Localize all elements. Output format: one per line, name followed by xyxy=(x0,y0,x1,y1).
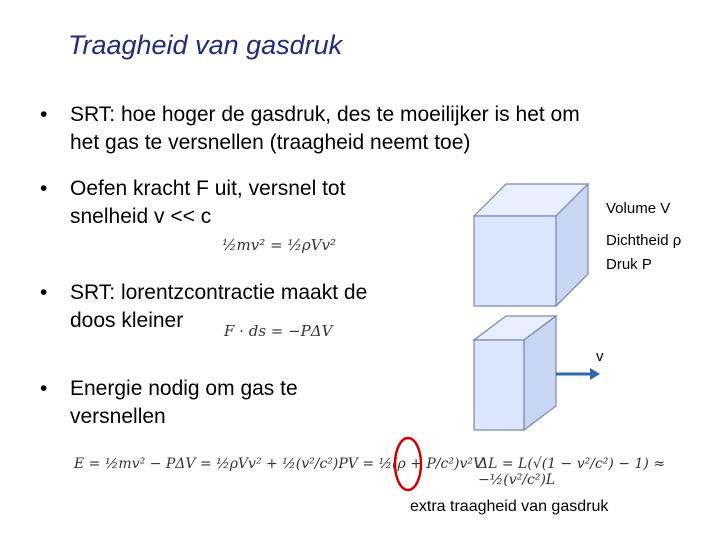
gas-box-contracted xyxy=(474,316,556,430)
kinetic-energy-equation: ½mv² = ½ρVv² xyxy=(222,236,337,254)
bullet-4-line-1: Energie nodig om gas te xyxy=(70,377,298,400)
bullet-marker: • xyxy=(40,281,48,304)
bullet-2-line-2: snelheid v << c xyxy=(70,205,212,228)
velocity-arrow-icon xyxy=(556,368,600,380)
bullet-3-line-1: SRT: lorentzcontractie maakt de xyxy=(70,281,368,304)
work-equation: F · ds = −PΔV xyxy=(224,322,333,340)
gas-box-upper xyxy=(474,184,588,306)
pressure-label: Druk P xyxy=(606,256,652,273)
highlight-circle xyxy=(395,438,421,490)
density-label: Dichtheid ρ xyxy=(606,232,682,249)
bullet-marker: • xyxy=(40,177,48,200)
velocity-label: v xyxy=(596,348,604,365)
bullet-1-line-1: SRT: hoe hoger de gasdruk, des te moeilijker is het om xyxy=(70,103,580,126)
slide-title: Traagheid van gasdruk xyxy=(68,30,343,60)
bullet-marker: • xyxy=(40,103,48,126)
bullet-2-line-1: Oefen kracht F uit, versnel tot xyxy=(70,177,346,200)
caption: extra traagheid van gasdruk xyxy=(410,498,609,515)
bullet-marker: • xyxy=(40,377,48,400)
contraction-equation: ΔL = L(√(1 − v²/c²) − 1) ≈ −½(v²/c²)L xyxy=(478,456,666,488)
bullet-3-line-2: doos kleiner xyxy=(70,309,184,332)
bullet-4-line-2: versnellen xyxy=(70,405,166,428)
bullet-1-line-2: het gas te versnellen (traagheid neemt toe) xyxy=(70,131,471,154)
volume-label: Volume V xyxy=(606,200,671,217)
energy-equation: E = ½mv² − PΔV = ½ρVv² + ½(v²/c²)PV = ½(ρ + P/c²)v²V xyxy=(74,456,484,472)
